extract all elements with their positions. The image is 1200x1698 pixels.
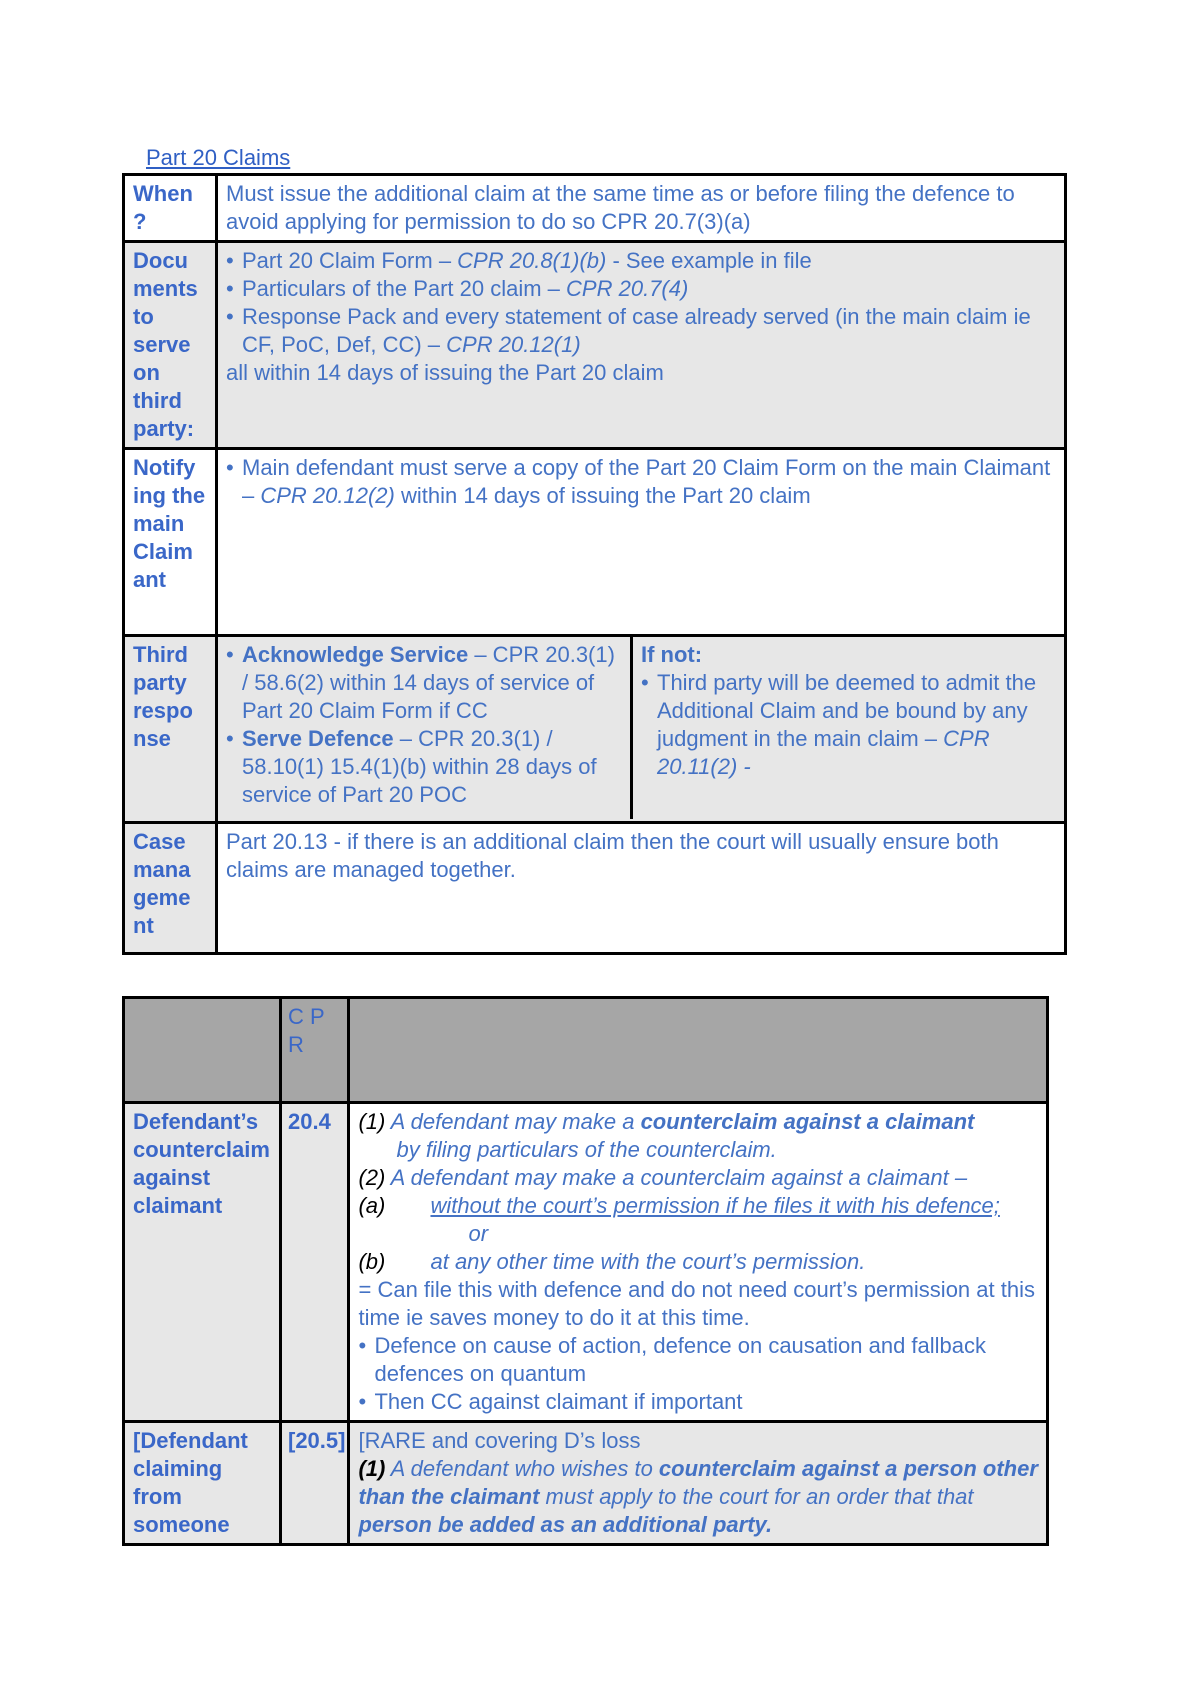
table-row-documents [124, 242, 1066, 449]
when-text: Must issue the additional claim at the same time as or before filing the defence to avoid applying for permission to do so CPR 20.7(3)(a) [217, 175, 1066, 242]
rule-intro: [RARE and covering D’s loss [358, 1428, 641, 1453]
third-party-actions [218, 637, 632, 819]
if-not-list [641, 669, 1058, 781]
page-title: Part 20 Claims [146, 145, 291, 170]
list-item: • Part 20 Claim Form – CPR 20.8(1)(b) - See example in file [226, 247, 1058, 275]
list-item: • Main defendant must serve a copy of the Part 20 Claim Form on the main Claimant – CPR 20.12(2) within 14 days of issuing the Part 20 claim [226, 454, 1058, 510]
table-header-row [124, 998, 1048, 1103]
if-not-label: If not: [641, 642, 703, 667]
third-party-if-not [632, 637, 1065, 819]
documents-list [226, 247, 1058, 359]
documents-deadline: all within 14 days of issuing the Part 20 claim [226, 360, 664, 385]
cpr-ref-20-4: 20.4 [281, 1103, 349, 1422]
list-item: • Acknowledge Service – CPR 20.3(1) / 58.6(2) within 14 days of service of Part 20 Claim Form if CC [226, 641, 624, 725]
list-item: • Then CC against claimant if important [358, 1388, 1040, 1416]
row-label-defendant-claiming: [Defendant claiming from someone [124, 1422, 281, 1545]
third-party-cell [217, 636, 1066, 823]
table-row-third-party [124, 636, 1066, 823]
list-item: • Serve Defence – CPR 20.3(1) / 58.10(1) 15.4(1)(b) within 28 days of service of Part 20 POC [226, 725, 624, 809]
counterclaim-rule-text [349, 1103, 1048, 1422]
header-blank-cell-2 [349, 998, 1048, 1103]
list-item: • Defence on cause of action, defence on causation and fallback defences on quantum [358, 1332, 1040, 1388]
rule-para-1: (1) A defendant may make a counterclaim against a claimant [358, 1109, 975, 1134]
rule-para-2b: (b) at any other time with the court’s permission. [358, 1249, 866, 1274]
third-party-actions-list [226, 641, 624, 809]
notifying-cell [217, 449, 1066, 636]
row-label-notifying: Notify ing the main Claim ant [124, 449, 217, 636]
rule-para-2: (2) A defendant may make a counterclaim against a claimant – [358, 1165, 968, 1190]
part20-summary-table [122, 173, 1067, 955]
row-label-documents: Docu ments to serve on third party: [124, 242, 217, 449]
rule-bullets [358, 1332, 1040, 1416]
rule-para-1-cont: by filing particulars of the counterclaim. [396, 1137, 777, 1162]
list-item: • Particulars of the Part 20 claim – CPR 20.7(4) [226, 275, 1058, 303]
cpr-ref-20-5: [20.5] [281, 1422, 349, 1545]
list-item: • Response Pack and every statement of case already served (in the main claim ie CF, PoC, Def, CC) – CPR 20.12(1) [226, 303, 1058, 359]
cpr-rules-table [122, 996, 1049, 1546]
third-party-split [218, 637, 1064, 819]
header-cpr: C P R [281, 998, 349, 1103]
rule-para-1: (1) A defendant who wishes to counterclaim against a person other than the claimant must apply to the court for an order that that person be added as an additional party. [358, 1456, 1038, 1537]
table-row-counterclaim [124, 1103, 1048, 1422]
defendant-claiming-text [349, 1422, 1048, 1545]
table-row-case-management [124, 823, 1066, 954]
list-item: • Third party will be deemed to admit the Additional Claim and be bound by any judgment in the main claim – CPR 20.11(2) - [641, 669, 1058, 781]
table-row-notifying [124, 449, 1066, 636]
row-label-case-management: Case mana geme nt [124, 823, 217, 954]
row-label-third-party: Third party respo nse [124, 636, 217, 823]
documents-cell [217, 242, 1066, 449]
rule-para-2a: (a) without the court’s permission if he files it with his defence; [358, 1193, 1000, 1218]
rule-note: = Can file this with defence and do not need court’s permission at this time ie saves money to do it at this time. [358, 1277, 1035, 1330]
notifying-list [226, 454, 1058, 510]
rule-or: or [468, 1221, 489, 1246]
row-label-when: When ? [124, 175, 217, 242]
header-blank-cell [124, 998, 281, 1103]
case-management-text: Part 20.13 - if there is an additional claim then the court will usually ensure both claims are managed together. [217, 823, 1066, 954]
row-label-counterclaim: Defendant’s counterclaim against claimant [124, 1103, 281, 1422]
table-row-defendant-claiming [124, 1422, 1048, 1545]
table-row-when [124, 175, 1066, 242]
